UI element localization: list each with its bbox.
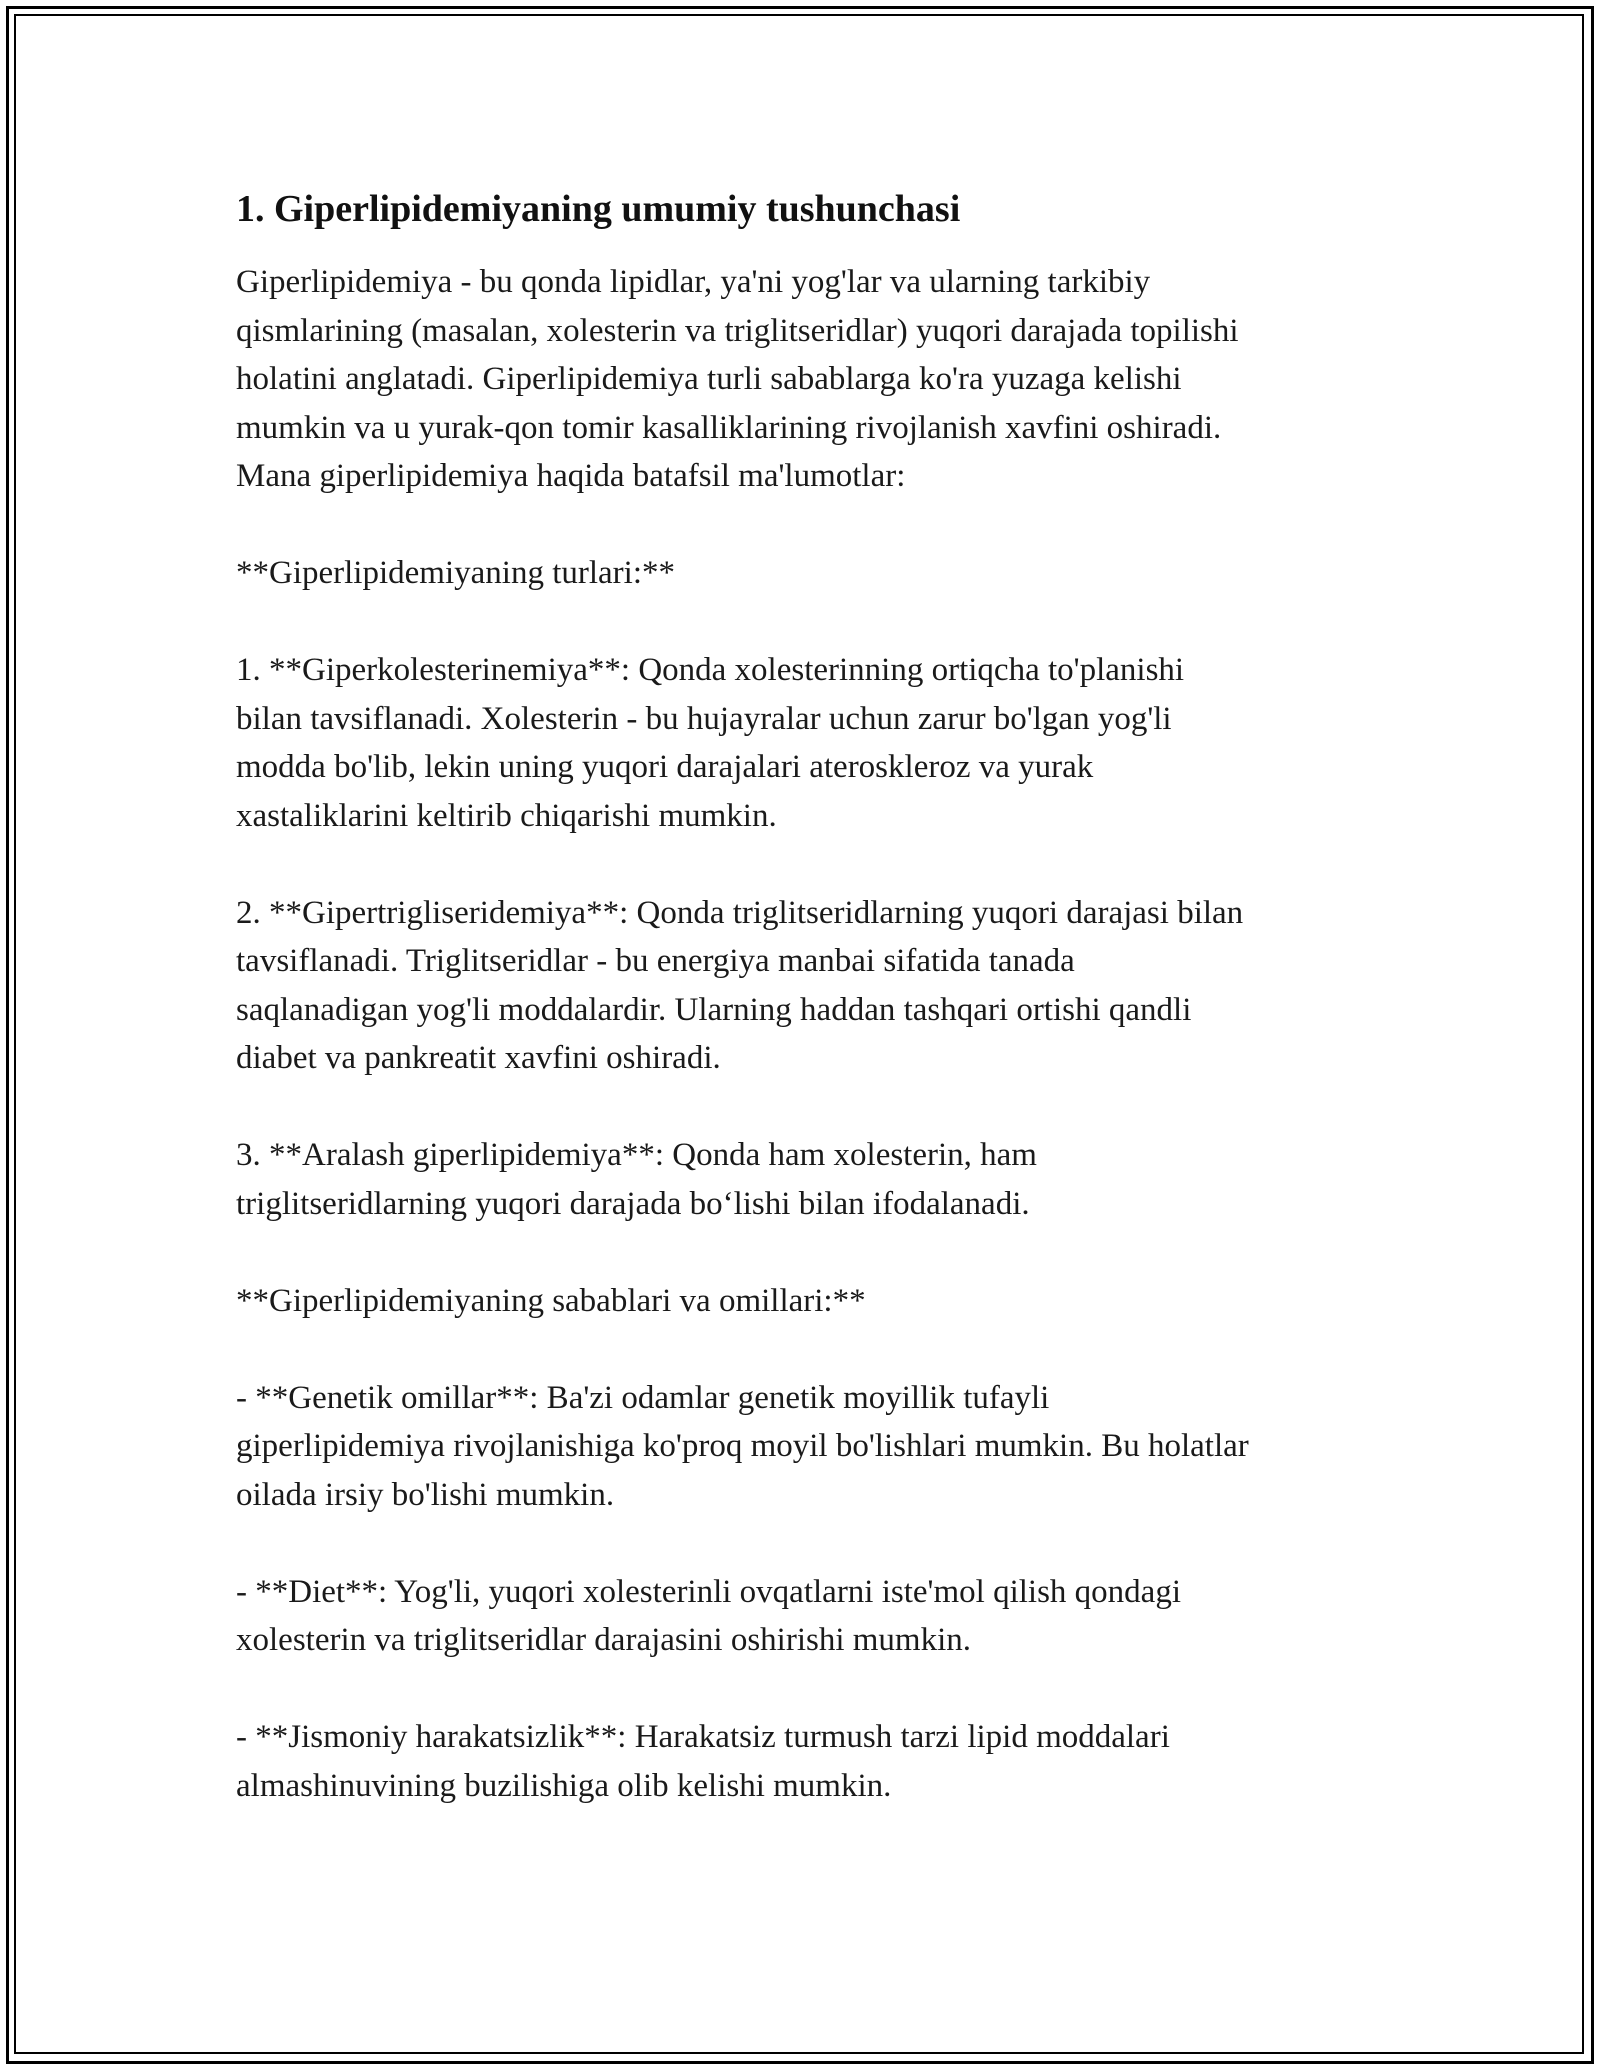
paragraph-spacer	[236, 598, 1386, 647]
causes-subheading: **Giperlipidemiyaning sabablari va omillari:**	[236, 1282, 866, 1319]
paragraph-spacer	[236, 501, 1386, 550]
paragraph-spacer	[236, 1519, 1386, 1568]
cause-item-diet: - **Diet**: Yog'li, yuqori xolesterinli ovqatlarni iste'mol qilish qondagi xolesterin va triglitseridlar darajasini oshirishi mumkin.	[236, 1573, 1181, 1658]
paragraph-spacer	[236, 1228, 1386, 1277]
document-body	[236, 186, 1386, 1810]
cause-item-inactivity: - **Jismoniy harakatsizlik**: Harakatsiz turmush tarzi lipid moddalari almashinuvining buzilishiga olib kelishi mumkin.	[236, 1719, 1170, 1804]
paragraph-spacer	[236, 1325, 1386, 1374]
type-item-hypercholesterolemia: 1. **Giperkolesterinemiya**: Qonda xolesterinning ortiqcha to'planishi bilan tavsiflanadi. Xolesterin - bu hujayralar uchun zarur bo'lgan yog'li modda bo'lib, lekin uning yuqori darajalari ateroskleroz va yurak xastaliklarini keltirib chiqarishi mumkin.	[236, 652, 1185, 834]
types-subheading: **Giperlipidemiyaning turlari:**	[236, 555, 675, 591]
paragraph-spacer	[236, 1083, 1386, 1132]
type-item-hypertriglyceridemia: 2. **Gipertrigliseridemiya**: Qonda triglitseridlarning yuqori darajasi bilan tavsiflanadi. Triglitseridlar - bu energiya manbai sifatida tanada saqlanadigan yog'li moddalardir. Ularning haddan tashqari ortishi qandli diabet va pankreatit xavfini oshiradi.	[236, 894, 1244, 1076]
paragraph-spacer	[236, 840, 1386, 889]
type-item-mixed: 3. **Aralash giperlipidemiya**: Qonda ham xolesterin, ham triglitseridlarning yuqori darajada bo‘lishi bilan ifodalanadi.	[236, 1137, 1037, 1222]
cause-item-genetic: - **Genetik omillar**: Ba'zi odamlar genetik moyillik tufayli giperlipidemiya rivojlanishiga ko'proq moyil bo'lishlari mumkin. Bu holatlar oilada irsiy bo'lishi mumkin.	[236, 1379, 1249, 1513]
section-heading: 1. Giperlipidemiyaning umumiy tushunchasi	[236, 188, 961, 230]
intro-paragraph: Giperlipidemiya - bu qonda lipidlar, ya'ni yog'lar va ularning tarkibiy qismlarining (masalan, xolesterin va triglitseridlar) yuqori darajada topilishi holatini anglatadi. Giperlipidemiya turli sabablarga ko'ra yuzaga kelishi mumkin va u yurak-qon tomir kasalliklarining rivojlanish xavfini oshiradi. Mana giperlipidemiya haqida batafsil ma'lumotlar:	[236, 264, 1239, 494]
paragraph-spacer	[236, 1665, 1386, 1714]
